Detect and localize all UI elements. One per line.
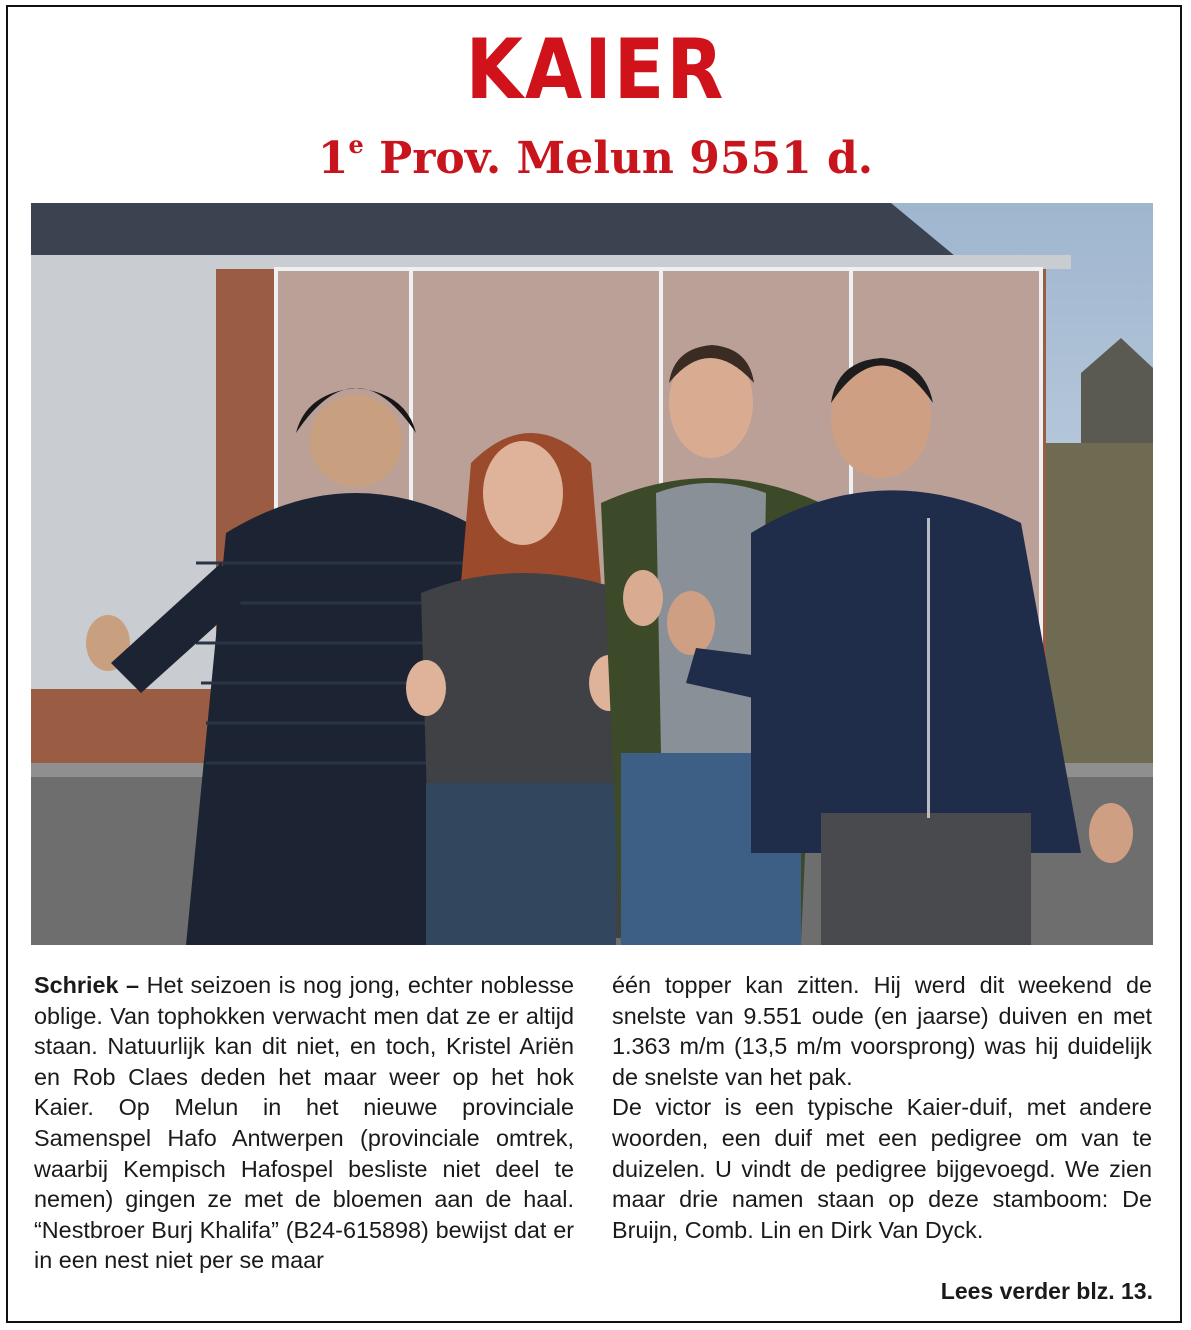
headline-title: KAIER	[465, 22, 726, 119]
article-paragraph-1	[34, 970, 574, 1276]
photo-illustration	[31, 203, 1153, 945]
subtitle-rest: Prov. Melun 9551 d.	[363, 133, 874, 184]
article-lead: Schriek –	[34, 972, 140, 998]
article-column-right	[612, 970, 1152, 1245]
article-column-left	[34, 970, 574, 1276]
article-paragraph-2: één topper kan zitten. Hij werd dit weekend de snelste van 9.551 oude (en jaarse) duiven en met 1.363 m/m (13,5 m/m voorsprong) was hij duidelijk de snelste van het pak.	[612, 972, 1152, 1090]
group-photo	[31, 203, 1153, 945]
headline-subtitle	[0, 130, 1191, 184]
subtitle-superscript: e	[348, 130, 364, 159]
article-column1-text: Het seizoen is nog jong, echter noblesse oblige. Van tophokken verwacht men dat ze er altijd staan. Natuurlijk kan dit niet, en toch, Kristel Ariën en Rob Claes deden het maar weer op het hok Kaier. Op Melun in het nieuwe provinciale Samenspel Hafo Antwerpen (provinciale omtrek, waarbij Kempisch Hafospel besliste niet deel te nemen) gingen ze met de bloemen aan de haal. “Nestbroer Burj Khalifa” (B24-615898) bewijst dat er in een nest niet per se maar	[34, 972, 574, 1274]
subtitle-place: 1	[317, 133, 349, 184]
article-paragraph-3: De victor is een typische Kaier-duif, met andere woorden, een duif met een pedigree om van te duizelen. U vindt de pedigree bijgevoegd. We zien maar drie namen staan op deze stamboom: De Bruijn, Comb. Lin en Dirk Van Dyck.	[612, 1094, 1152, 1243]
read-more-link[interactable]: Lees verder blz. 13.	[940, 1278, 1153, 1304]
